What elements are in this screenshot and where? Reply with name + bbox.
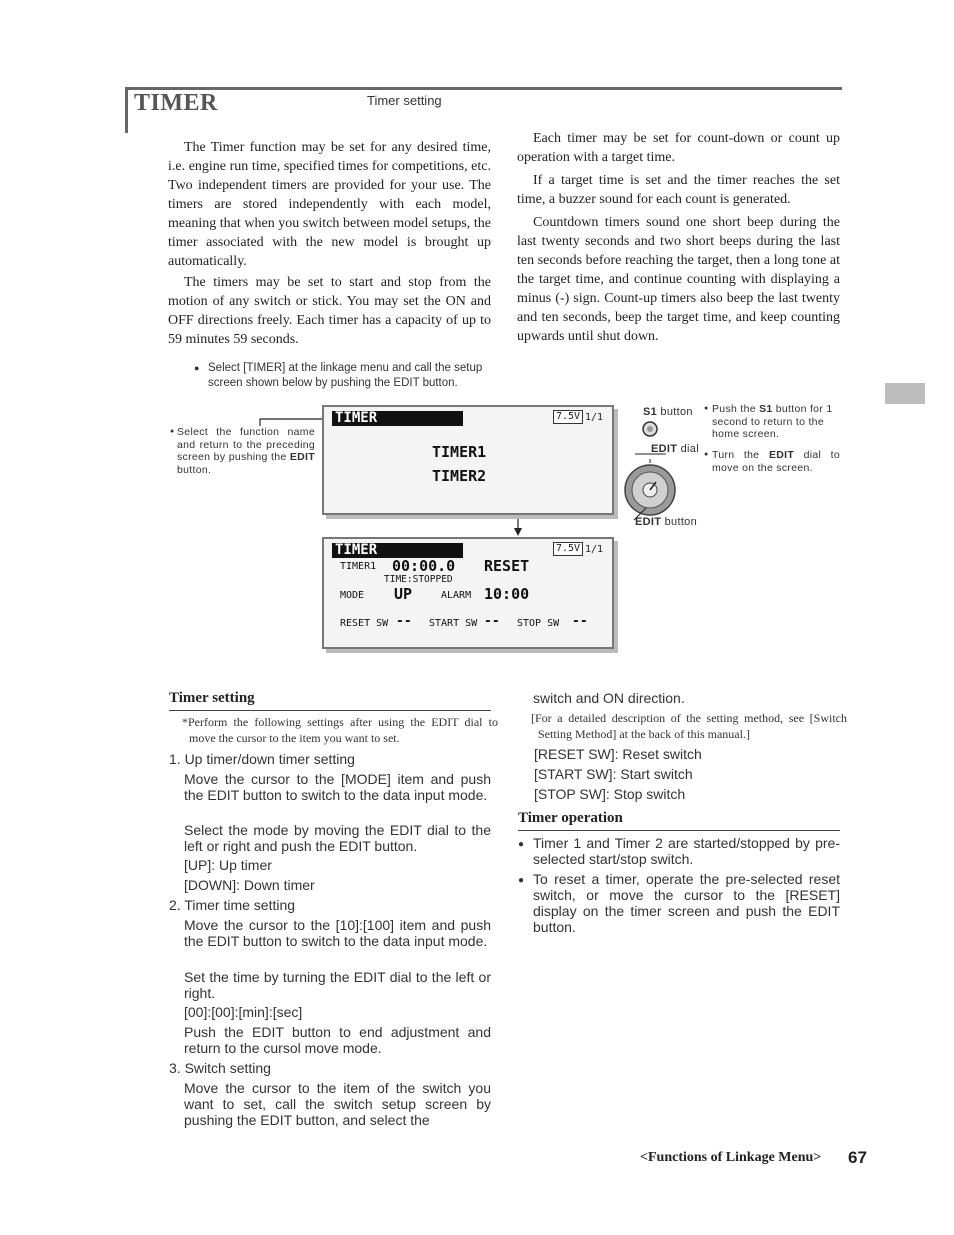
intro-paragraph: The timers may be set to start and stop from the motion of any switch or stick. You may set the ON and OFF directions freely. Each timer has a capacity of up to 59 minutes 59 seconds. xyxy=(168,275,491,347)
select-instruction: Select [TIMER] at the linkage menu and call the setup screen shown below by pushing the EDIT button. xyxy=(208,362,483,389)
s1-button-label: S1 button xyxy=(643,406,693,418)
bullet-dot: ● xyxy=(518,839,525,850)
edit-dial-diagram xyxy=(620,410,700,530)
start-sw-desc: [START SW]: Start switch xyxy=(534,766,693,782)
lcd-title: TIMER xyxy=(332,543,463,558)
section-heading-timer-setting: Timer setting xyxy=(169,690,255,706)
lcd-timer-settings xyxy=(322,537,614,649)
reset-sw-label: RESET SW xyxy=(340,618,389,629)
mode-value[interactable]: UP xyxy=(394,585,413,603)
step3-continuation: switch and ON direction. xyxy=(533,690,685,706)
battery-voltage: 7.5V xyxy=(553,410,583,424)
timer1-item[interactable]: TIMER1 xyxy=(432,443,487,461)
step1-down: [DOWN]: Down timer xyxy=(184,877,315,893)
page-title: TIMER xyxy=(134,90,218,116)
reset-sw-value[interactable]: -- xyxy=(396,614,412,629)
step3-title: 3. Switch setting xyxy=(169,1060,271,1076)
step1-up: [UP]: Up timer xyxy=(184,857,272,873)
timer-time-value[interactable]: 00:00.0 xyxy=(392,557,456,575)
step1-paragraph: Select the mode by moving the EDIT dial to the left or right and push the EDIT button. xyxy=(184,822,491,854)
step2-paragraph: Move the cursor to the [10]:[100] item and push the EDIT button to switch to the data input mode. xyxy=(184,917,491,949)
stop-sw-label: STOP SW xyxy=(517,618,560,629)
page-subtitle: Timer setting xyxy=(367,93,442,108)
timer2-item[interactable]: TIMER2 xyxy=(432,467,487,485)
step3-note: [For a detailed description of the setting method, see [Switch Setting Method] at the back of this manual.] xyxy=(531,711,847,741)
intro-paragraph: Countdown timers sound one short beep during the last twenty seconds and two short beeps during the last ten seconds before reaching the target, then a long tone at the target time, and continue counting with displaying a minus (-) sign. Count-up timers also beep the last twenty and ten seconds, beep the target time, and keep counting upwards until shut down. xyxy=(517,215,840,344)
page-indicator: 1/1 xyxy=(585,544,604,555)
intro-paragraph: Each timer may be set for count-down or count up operation with a target time. xyxy=(517,131,840,165)
edit-button-label: EDIT button xyxy=(635,516,698,528)
reset-sw-desc: [RESET SW]: Reset switch xyxy=(534,746,702,762)
lcd-timer-menu xyxy=(322,405,614,515)
lcd-title: TIMER xyxy=(332,411,463,426)
step2-format: [00]:[00]:[min]:[sec] xyxy=(184,1004,303,1020)
page-indicator: 1/1 xyxy=(585,412,604,423)
step1-title: 1. Up timer/down timer setting xyxy=(169,751,355,767)
settings-note: *Perform the following settings after using the EDIT dial to move the cursor to the item you want to set. xyxy=(182,715,498,745)
timer-label: TIMER1 xyxy=(340,561,377,572)
alarm-value[interactable]: 10:00 xyxy=(484,585,530,603)
section-heading-timer-operation: Timer operation xyxy=(518,810,623,826)
callout-edit-return: Select the function name and return to the preceding screen by pushing the EDIT button. xyxy=(177,426,315,476)
mode-label: MODE xyxy=(340,590,365,601)
step1-paragraph: Move the cursor to the [MODE] item and push the EDIT button to switch to the data input mode. xyxy=(184,771,491,803)
intro-paragraph: If a target time is set and the timer reaches the set time, a buzzer sound for each count is generated. xyxy=(517,173,840,207)
section-rule xyxy=(518,830,840,831)
battery-voltage: 7.5V xyxy=(553,542,583,556)
bullet-dot: ● xyxy=(704,451,709,458)
step2-paragraph: Set the time by turning the EDIT dial to the left or right. xyxy=(184,969,491,1001)
operation-bullet: Timer 1 and Timer 2 are started/stopped by pre-selected start/stop switch. xyxy=(533,835,840,867)
operation-bullet: To reset a timer, operate the pre-selected reset switch, or move the cursor to the [RESET] display on the timer screen and push the EDIT button. xyxy=(533,871,840,935)
section-rule xyxy=(169,710,491,711)
stop-sw-desc: [STOP SW]: Stop switch xyxy=(534,786,686,802)
s1-note: Push the S1 button for 1 second to return to the home screen. xyxy=(712,403,833,440)
reset-button[interactable]: RESET xyxy=(484,557,530,575)
intro-paragraph: The Timer function may be set for any desired time, i.e. engine run time, specified times for competitions, etc. Two independent timers are provided for your use. The timers are stored independently with each model, meaning that when you switch between model setups, the timer associated with the new model is brought up automatically. xyxy=(168,140,491,269)
start-sw-label: START SW xyxy=(429,618,478,629)
bullet-dot: ● xyxy=(704,405,709,412)
start-sw-value[interactable]: -- xyxy=(484,614,500,629)
step2-title: 2. Timer time setting xyxy=(169,897,296,913)
bullet-dot: ● xyxy=(194,363,200,373)
footer-section: <Functions of Linkage Menu> xyxy=(640,1150,822,1165)
bullet-dot: ● xyxy=(518,875,525,886)
step2-paragraph: Push the EDIT button to end adjustment and return to the cursol move mode. xyxy=(184,1024,491,1056)
alarm-label: ALARM xyxy=(441,590,472,601)
stop-sw-value[interactable]: -- xyxy=(572,614,588,629)
step3-paragraph: Move the cursor to the item of the switch you want to set, call the switch setup screen by pushing the EDIT button, and select the xyxy=(184,1080,491,1128)
timer-status: TIME:STOPPED xyxy=(384,574,453,585)
edit-dial-label: EDIT dial xyxy=(651,443,699,455)
bullet-dot: ● xyxy=(170,428,175,435)
dial-note: Turn the EDIT dial to move on the screen. xyxy=(712,449,840,474)
page-number: 67 xyxy=(848,1148,867,1167)
